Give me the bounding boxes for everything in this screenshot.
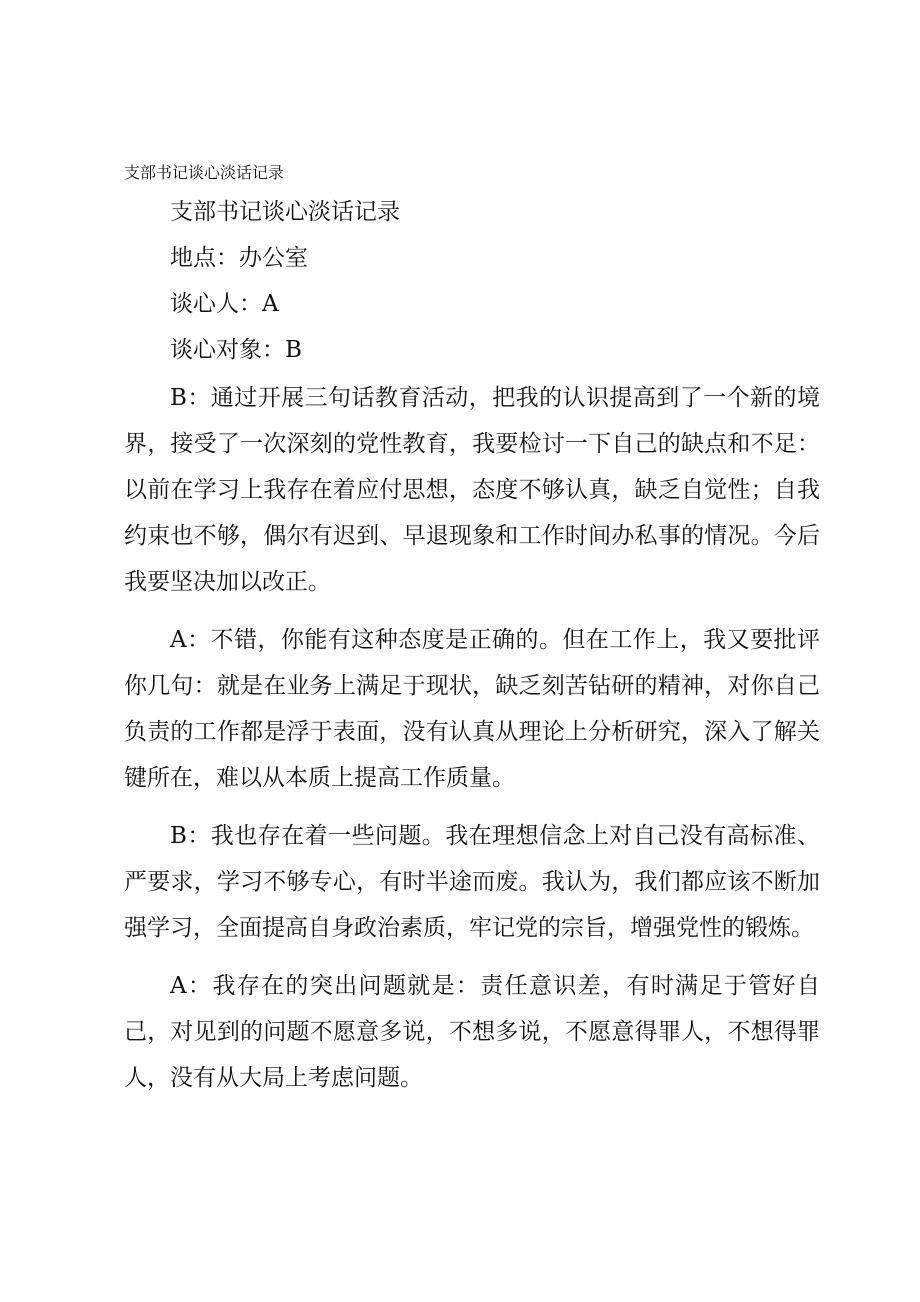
- subject-line: 谈心对象：B: [170, 337, 302, 363]
- document-body: [124, 189, 820, 1113]
- running-header: 支部书记谈心淡话记录: [124, 163, 285, 182]
- dialogue-paragraph: B：我也存在着一些问题。我在理想信念上对自己没有高标准、严要求，学习不够专心，有时半途而废。我认为，我们都应该不断加强学习，全面提高自身政治素质，牢记党的宗旨，增强党性的锻炼。: [124, 823, 820, 941]
- dialogue-paragraph: A：不错，你能有这种态度是正确的。但在工作上，我又要批评你几句：就是在业务上满足于现状，缺乏刻苦钻研的精神，对你自己负责的工作都是浮于表面，没有认真从理论上分析研究，深入了解关键所在，难以从本质上提高工作质量。: [124, 627, 820, 791]
- dialogue-paragraph: A：我存在的突出问题就是：责任意识差，有时满足于管好自己，对见到的问题不愿意多说，不想多说，不愿意得罪人，不想得罪人，没有从大局上考虑问题。: [124, 973, 820, 1091]
- meta-block: [124, 189, 820, 373]
- speaker-line: 谈心人：A: [170, 291, 279, 317]
- dialogue-paragraph: B：通过开展三句话教育活动，把我的认识提高到了一个新的境界，接受了一次深刻的党性教育，我要检讨一下自己的缺点和不足：以前在学习上我存在着应付思想，态度不够认真，缺乏自觉性；自我约束也不够，偶尔有迟到、早退现象和工作时间办私事的情况。今后我要坚决加以改正。: [124, 385, 820, 595]
- document-title: 支部书记谈心淡话记录: [170, 199, 400, 225]
- location-line: 地点：办公室: [170, 245, 308, 271]
